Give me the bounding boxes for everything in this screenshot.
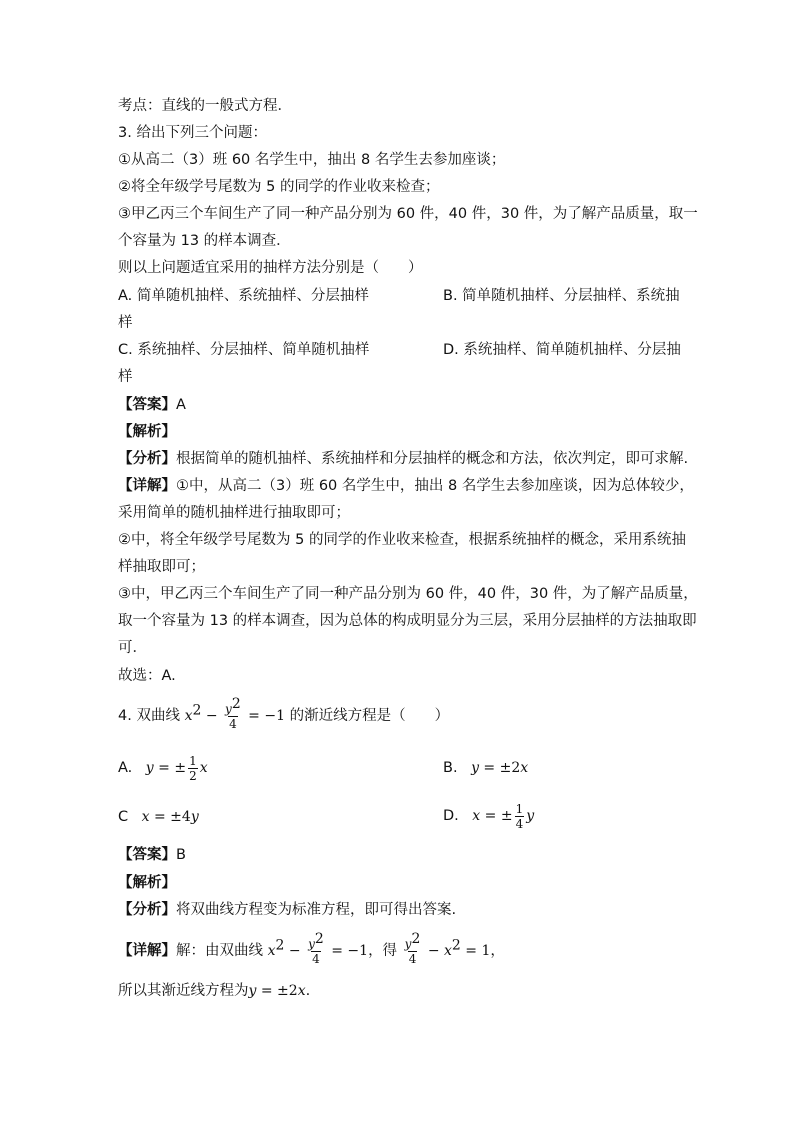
q3-detail-cont-3 [118,557,205,577]
analysis-tag: 【解析】 [118,875,176,891]
q4-analysis [118,900,456,920]
q4-option-b [443,758,528,778]
text: 样抽取即可； [118,559,205,575]
q3-stem [118,123,267,143]
detail-tag: 【详解】 [118,943,176,959]
q3-option-d [443,340,681,360]
q3-option-b [443,286,680,306]
q3-option-c [118,340,369,360]
text: 根据简单的随机抽样、系统抽样和分层抽样的概念和方法，依次判定，即可求解. [176,451,689,467]
analysis-tag: 【解析】 [118,424,176,440]
option-d-formula: x = ± $\frac{1}{4}$ y [463,801,535,831]
option-letter: B. [443,760,458,776]
hyperbola-formula: $x^2$ − $\frac{y^2}{4}$ = −1 [184,695,286,731]
q3-item-3 [118,204,698,224]
q4-detail [118,930,505,966]
text: 3. 给出下列三个问题： [118,125,267,141]
text: ②中，将全年级学号尾数为 5 的同学的作业收来检查，根据系统抽样的概念，采用系统抽 [118,532,686,548]
q3-detail-cont-4 [118,584,698,604]
q3-analysis [118,449,688,469]
text: 故选：A. [118,668,176,684]
detail-formula-1: $x^2$ − $\frac{y^2}{4}$ = −1 [267,930,369,966]
option-a-formula: y = ± $\frac{1}{2}$ x [136,753,208,783]
text: 样 [118,369,133,385]
text: ①从高二（3）班 60 名学生中，抽出 8 名学生去参加座谈； [118,152,506,168]
q4-conclusion [118,981,310,1001]
q3-analysis-heading [118,422,176,442]
detail-tag: 【详解】 [118,478,176,494]
text: 样 [118,315,133,331]
q3-question [118,258,423,278]
q4-option-d [443,801,534,831]
text: 4. 双曲线 [118,708,180,724]
q4-analysis-heading [118,873,176,893]
q3-detail-cont-1 [118,503,350,523]
text: ①中，从高二（3）班 60 名学生中，抽出 8 名学生去参加座谈，因为总体较少， [176,478,694,494]
text: 将双曲线方程变为标准方程，即可得出答案. [176,902,457,918]
analysis-sub-tag: 【分析】 [118,902,176,918]
text: ③中，甲乙丙三个车间生产了同一种产品分别为 60 件，40 件，30 件，为了解产品质量， [118,586,698,602]
text: ， [490,943,505,959]
exam-point-line [118,96,292,116]
q3-option-a [118,286,369,306]
q3-option-b-cont [118,313,133,333]
text: 可． [118,640,147,656]
text: D. 系统抽样、简单随机抽样、分层抽 [443,342,681,358]
text: 取一个容量为 13 的样本调查，因为总体的构成明显分为三层，采用分层抽样的方法抽取即 [118,613,697,629]
text: 解：由双曲线 [176,943,263,959]
q3-answer [118,395,186,415]
answer-tag: 【答案】 [118,847,176,863]
text: ，得 [368,943,398,959]
answer-tag: 【答案】 [118,397,176,413]
text: 所以其渐近线方程为 [118,983,249,999]
q3-item-3-cont [118,231,291,251]
q3-detail [118,476,694,496]
text: B. 简单随机抽样、分层抽样、系统抽 [443,288,680,304]
option-c-formula: x = ±4y [132,809,199,825]
q4-answer [118,845,186,865]
text: 则以上问题适宜采用的抽样方法分别是（ ） [118,260,423,276]
q3-conclusion [118,666,176,686]
text: ②将全年级学号尾数为 5 的同学的作业收来检查； [118,179,440,195]
text: 个容量为 13 的样本调查． [118,233,291,249]
q3-item-1 [118,150,505,170]
option-letter: D. [443,808,459,824]
q3-option-d-cont [118,367,133,387]
text: ③甲乙丙三个车间生产了同一种产品分别为 60 件，40 件，30 件，为了解产品质量，取一 [118,206,698,222]
option-letter: C [118,809,129,825]
q4-stem [118,695,450,731]
text: . [305,983,311,999]
option-letter: A. [118,760,133,776]
text: 的渐近线方程是（ ） [289,708,450,724]
answer-value: B [176,847,186,863]
text: 考点：直线的一般式方程． [118,98,292,114]
q3-detail-cont-5 [118,611,697,631]
analysis-sub-tag: 【分析】 [118,451,176,467]
text: 采用简单的随机抽样进行抽取即可； [118,505,350,521]
text: C. 系统抽样、分层抽样、简单随机抽样 [118,342,370,358]
conclusion-formula: y = ±2x [248,983,306,999]
q4-option-a [118,753,208,783]
option-b-formula: y = ±2x [462,760,529,776]
q3-detail-cont-6 [118,638,147,658]
q3-item-2 [118,177,439,197]
answer-value: A [176,397,186,413]
q3-detail-cont-2 [118,530,686,550]
text: A. 简单随机抽样、系统抽样、分层抽样 [118,288,369,304]
detail-formula-2: $\frac{y^2}{4}$ − $x^2 = 1$ [404,930,491,966]
q4-option-c [118,807,199,827]
